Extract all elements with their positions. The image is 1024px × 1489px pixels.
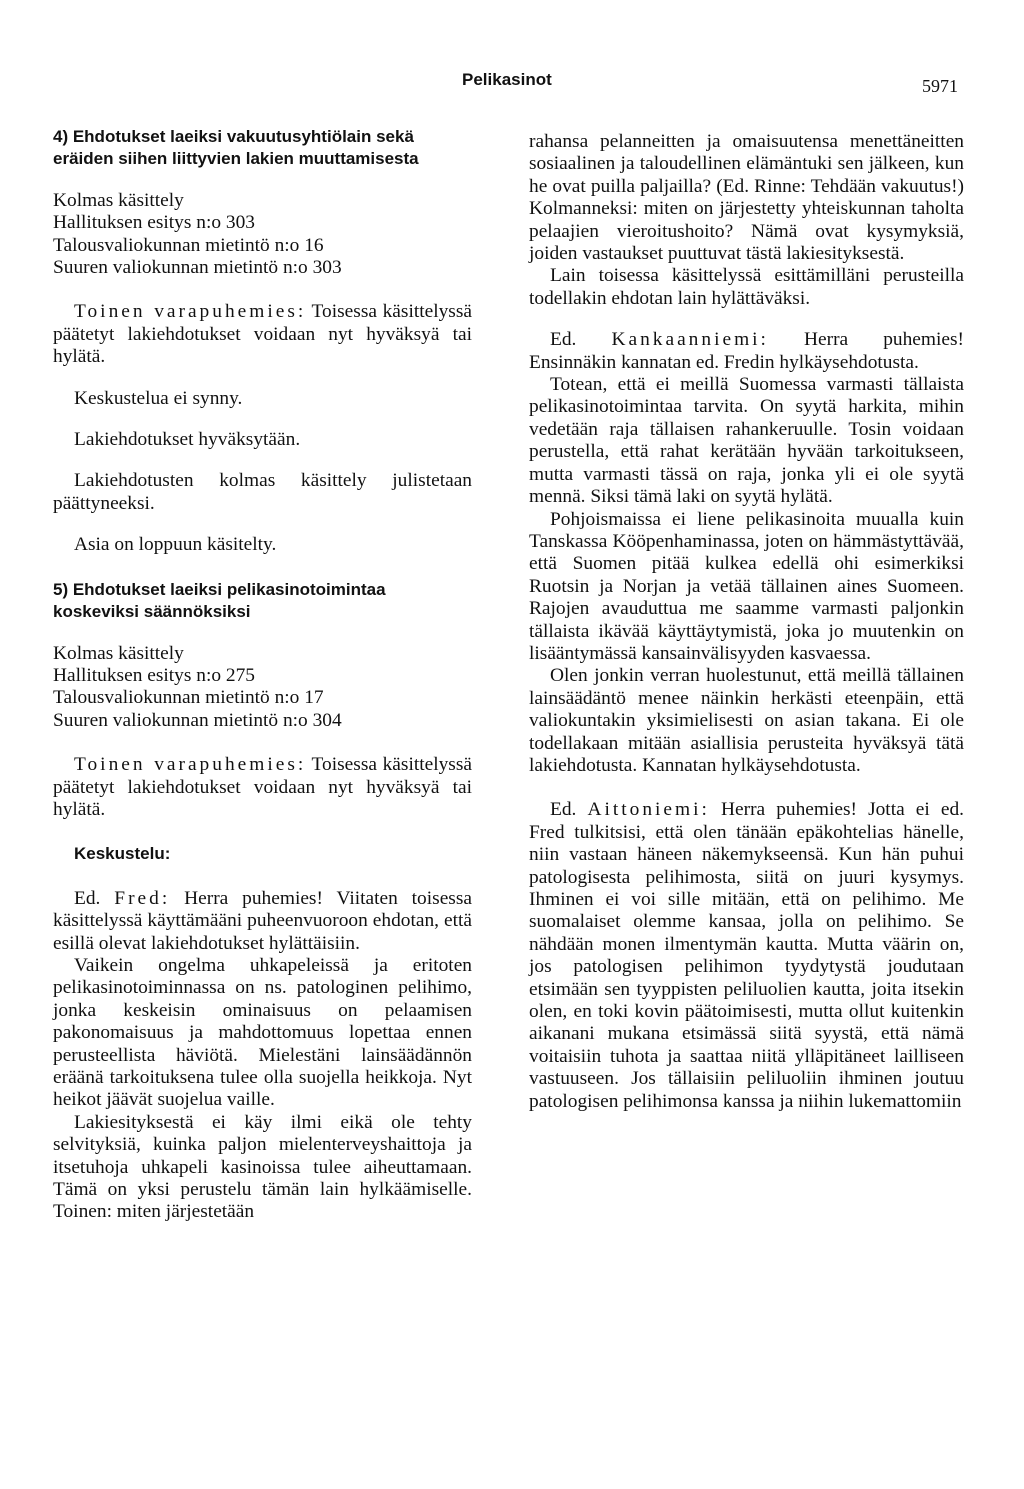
fred-speech-1 xyxy=(53,888,472,955)
speaker-name: Kankaanniemi: xyxy=(611,329,769,351)
meta-line: Talousvaliokunnan mietintö n:o 17 xyxy=(53,687,324,709)
speaker-name: Aittoniemi: xyxy=(587,799,710,821)
continued-paragraph-2: Lain toisessa käsittelyssä esittämilläni perusteilla todellakin ehdotan lain hylättäväksi. xyxy=(529,265,964,309)
speech-text: Herra puhemies! Viitaten toisessa käsittelyssä käyttämääni puheenvuoroon ehdotan, että esillä olevat lakiehdotukset hylättäisiin. xyxy=(53,887,472,954)
speaker-prefix: Ed. xyxy=(550,799,577,821)
meta-line: Hallituksen esitys n:o 275 xyxy=(53,664,255,686)
meta-line: Kolmas käsittely xyxy=(53,642,184,664)
section-4-speech xyxy=(53,301,472,368)
fred-speech-3: Lakiesityksestä ei käy ilmi eikä ole tehty selvityksiä, kuinka paljon mielenterveyshaittoja ja itsetuhoja uhkapeli kasinoissa tulee aiheuttamaan. Tämä on yksi perustelu tämän lain hylkäämiselle. Toinen: miten järjestetään xyxy=(53,1111,472,1223)
section-5-heading-line-1: 5) Ehdotukset laeiksi pelikasinotoimintaa xyxy=(53,579,386,599)
section-5-heading xyxy=(53,579,472,624)
meta-line: Kolmas käsittely xyxy=(53,189,184,211)
fred-speech-2: Vaikein ongelma uhkapeleissä ja eritoten pelikasinotoiminnassa on ns. patologinen pelihimo, jonka keskeisin ominaisuus on pelaamisen pakonomaisuus ja mahdottomuus lopettaa ennen perusteellista häviötä. Mielestäni lainsäädännön eräänä tarkoituksena tulee olla suojella heikkoja. Nyt heikot jäävät suojelua vaille. xyxy=(53,954,472,1111)
section-5-meta xyxy=(53,643,472,733)
speaker-name: Toinen varapuhemies: xyxy=(74,301,307,323)
speaker-name: Fred: xyxy=(114,887,171,909)
meta-line: Talousvaliokunnan mietintö n:o 16 xyxy=(53,234,324,256)
kankaanniemi-speech-1 xyxy=(529,329,964,374)
continued-paragraph: rahansa pelanneitten ja omaisuutensa menettäneitten sosiaalinen ja taloudellinen elämäntuki sen jälkeen, kun he ovat puilla paljailla? (Ed. Rinne: Tehdään vakuutus!) Kolmanneksi: miten on järjestetty yhteiskunnan taholta pelaajien vieroitushoito? Nämä ovat kysymyksiä, joiden vastaukset puuttuvat tästä lakiesityksestä. xyxy=(529,131,964,265)
kankaanniemi-speech-2: Totean, että ei meillä Suomessa varmasti tällaista pelikasinotoimintaa tarvita. On syytä harkita, mihin vedetään raja tällaisen rahankeruulle. Tosin voidaan perustella, että rahat kerätään hyvään tarkoitukseen, mutta varmasti tässä on raja, jonka yli ei ole syytä mennä. Siksi tämä laki on syytä hylätä. xyxy=(529,374,964,508)
no-debate-note: Keskustelua ei synny. xyxy=(74,387,243,409)
section-4-meta xyxy=(53,190,472,280)
kankaanniemi-speech-4: Olen jonkin verran huolestunut, että meillä tällainen lainsäädäntö menee näinkin herkästi eteenpäin, että valiokuntakin yksimielisesti on asian takana. Ei ole todellakaan mitään asiallisia perusteita hyväksyä tätä lakiehdotusta. Kannatan hylkäysehdotusta. xyxy=(529,665,964,776)
section-4-heading-line-1: 4) Ehdotukset laeiksi vakuutusyhtiölain sekä xyxy=(53,127,414,146)
approved-note: Lakiehdotukset hyväksytään. xyxy=(74,429,301,451)
done-note: Asia on loppuun käsitelty. xyxy=(74,534,277,556)
speech-text: Herra puhemies! Ensinnäkin kannatan ed. Fredin hylkäysehdotusta. xyxy=(529,329,964,373)
meta-line: Suuren valiokunnan mietintö n:o 304 xyxy=(53,709,342,731)
speaker-prefix: Ed. xyxy=(550,329,577,351)
section-5-speech xyxy=(53,754,472,821)
aittoniemi-speech-1 xyxy=(529,799,964,1113)
closed-note: Lakiehdotusten kolmas käsittely julistetaan päättyneeksi. xyxy=(53,470,472,514)
section-5-heading-line-2: koskeviksi säännöksiksi xyxy=(53,602,251,622)
kankaanniemi-speech-3: Pohjoismaissa ei liene pelikasinoita muualla kuin Tanskassa Kööpenhaminassa, joten on hämmästyttävää, että Suomen pitää kulkea edellä ohi esimerkiksi Ruotsin ja Norjan ja vetää tällainen aines Suomeen. Rajojen avauduttua me saamme varmasti paljonkin tällaista ikävää käyttäytymistä, joka jo muutenkin on lisääntymässä kansainvälisyyden kasvaessa. xyxy=(529,508,964,664)
speech-text: Toisessa käsittelyssä päätetyt lakiehdotukset voidaan nyt hyväksyä tai hylätä. xyxy=(53,301,472,368)
speech-text: Herra puhemies! Jotta ei ed. Fred tulkitsisi, että olen tänään epäkohtelias hänelle, niin vastaan häneen näkemykseensä. Kun hän puhui patologisesta pelihimosta, siitä on juuri kysymys. Ihminen ei voi sille mitään, että on pelihimo. Me suomalaiset olemme kansaa, jolla on pelihimo. Se nähdään monen ilmentymän kautta. Mutta väärin on, jos patologisen pelihimon tyydytystä joudutaan etsimään sen tyyppisten peliluolien kautta, joita itsekin olen, en toki kovin päätoimisesti, mutta ollut kuitenkin aikanani mukana etsimässä siitä syystä, että nämä voitaisiin tuhota ja saattaa niitä ylläpitäneet lailliseen vastuuseen. Jos tällaisiin peliluoliin ihminen joutuu patologisen pelihimonsa kanssa ja niihin lukemattomiin xyxy=(529,799,964,1112)
discussion-heading: Keskustelu: xyxy=(74,844,171,864)
meta-line: Suuren valiokunnan mietintö n:o 303 xyxy=(53,257,342,279)
running-title: Pelikasinot xyxy=(462,70,552,89)
meta-line: Hallituksen esitys n:o 303 xyxy=(53,212,255,234)
right-column xyxy=(529,131,964,1113)
speaker-name: Toinen varapuhemies: xyxy=(74,754,307,776)
left-column xyxy=(53,126,472,1224)
section-4-heading xyxy=(53,126,472,171)
section-4-heading-line-2: eräiden siihen liittyvien lakien muuttamisesta xyxy=(53,149,419,169)
speech-text: Toisessa käsittelyssä päätetyt lakiehdotukset voidaan nyt hyväksyä tai hylätä. xyxy=(53,754,472,820)
speaker-prefix: Ed. xyxy=(74,887,101,909)
page-number: 5971 xyxy=(922,76,958,96)
